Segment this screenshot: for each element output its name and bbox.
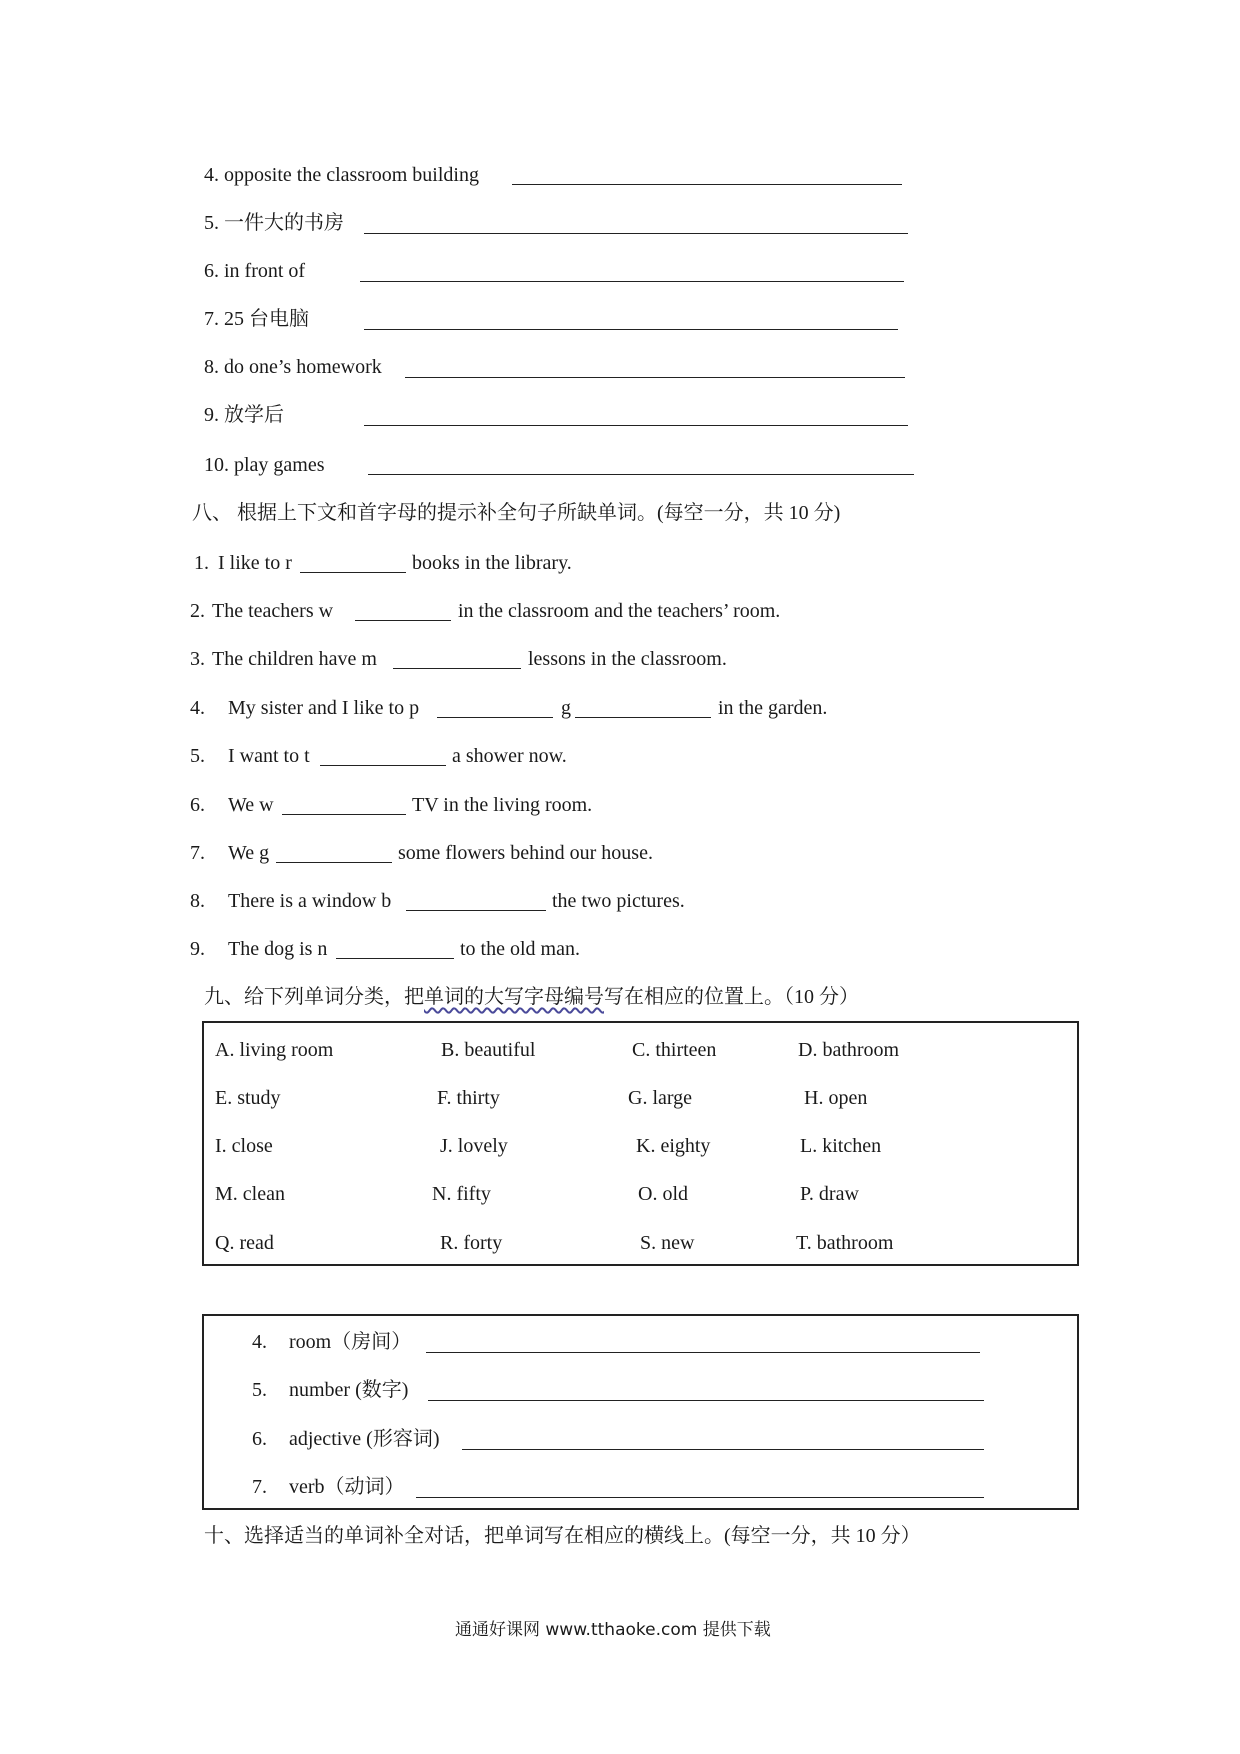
section-10-heading: 十、选择适当的单词补全对话，把单词写在相应的横线上。(每空一分，共 10 分） xyxy=(204,1525,921,1547)
word-option: R. forty xyxy=(440,1232,503,1254)
answer-blank[interactable] xyxy=(512,184,902,185)
sentence-start: We g xyxy=(228,842,270,864)
word-option: T. bathroom xyxy=(796,1232,894,1254)
item-number: 2. xyxy=(190,600,205,622)
category-label: room（房间） xyxy=(289,1331,412,1353)
item-number: 4. xyxy=(190,697,205,719)
answer-blank[interactable] xyxy=(336,958,454,959)
answer-blank[interactable] xyxy=(437,717,553,718)
phrase-8: 8. do one’s homework xyxy=(204,356,382,378)
word-option: K. eighty xyxy=(636,1135,711,1157)
category-number: 5. xyxy=(252,1379,267,1401)
answer-blank[interactable] xyxy=(276,862,392,863)
category-number: 7. xyxy=(252,1476,267,1498)
category-box xyxy=(202,1314,1079,1510)
phrase-5: 5. 一件大的书房 xyxy=(204,212,344,234)
phrase-4: 4. opposite the classroom building xyxy=(204,164,479,186)
word-option: M. clean xyxy=(215,1183,285,1205)
word-option: C. thirteen xyxy=(632,1039,717,1061)
word-option: A. living room xyxy=(215,1039,334,1061)
answer-blank[interactable] xyxy=(364,425,908,426)
answer-blank[interactable] xyxy=(320,765,446,766)
sentence-end: to the old man. xyxy=(460,938,580,960)
word-option: G. large xyxy=(628,1087,693,1109)
word-bank-box xyxy=(202,1021,1079,1266)
answer-blank[interactable] xyxy=(360,281,904,282)
answer-blank[interactable] xyxy=(428,1400,984,1401)
category-number: 6. xyxy=(252,1428,267,1450)
word-option: F. thirty xyxy=(437,1087,500,1109)
sentence-end: some flowers behind our house. xyxy=(398,842,653,864)
answer-blank[interactable] xyxy=(364,233,908,234)
category-number: 4. xyxy=(252,1331,267,1353)
sentence-start: The teachers w xyxy=(212,600,334,622)
answer-blank[interactable] xyxy=(462,1449,984,1450)
sentence-end: books in the library. xyxy=(412,552,572,574)
item-number: 7. xyxy=(190,842,205,864)
word-option: N. fifty xyxy=(432,1183,491,1205)
phrase-10: 10. play games xyxy=(204,454,325,476)
sentence-end: lessons in the classroom. xyxy=(528,648,727,670)
heading-text: 写在相应的位置上。（10 分） xyxy=(604,986,859,1008)
section-8-heading: 八、 根据上下文和首字母的提示补全句子所缺单词。(每空一分，共 10 分) xyxy=(192,502,841,524)
heading-emphasis: 单词的大写字母编号 xyxy=(424,986,604,1008)
sentence-start: I want to t xyxy=(228,745,310,767)
phrase-7: 7. 25 台电脑 xyxy=(204,308,309,330)
sentence-start: The children have m xyxy=(212,648,377,670)
sentence-end: a shower now. xyxy=(452,745,567,767)
category-label: adjective (形容词) xyxy=(289,1428,440,1450)
word-option: B. beautiful xyxy=(441,1039,536,1061)
page-footer: 通通好课网 www.tthaoke.com 提供下载 xyxy=(455,1620,771,1640)
answer-blank[interactable] xyxy=(405,377,905,378)
word-option: P. draw xyxy=(800,1183,859,1205)
item-number: 5. xyxy=(190,745,205,767)
sentence-end: the two pictures. xyxy=(552,890,685,912)
answer-blank[interactable] xyxy=(426,1352,980,1353)
answer-blank[interactable] xyxy=(416,1497,984,1498)
item-number: 6. xyxy=(190,794,205,816)
answer-blank[interactable] xyxy=(300,572,406,573)
answer-blank[interactable] xyxy=(355,620,451,621)
sentence-start: There is a window b xyxy=(228,890,392,912)
answer-blank[interactable] xyxy=(575,717,711,718)
item-number: 9. xyxy=(190,938,205,960)
sentence-end: in the classroom and the teachers’ room. xyxy=(458,600,781,622)
phrase-6: 6. in front of xyxy=(204,260,306,282)
item-number: 3. xyxy=(190,648,205,670)
section-9-heading xyxy=(204,985,859,1009)
answer-blank[interactable] xyxy=(393,668,521,669)
category-label: number (数字) xyxy=(289,1379,409,1401)
item-number: 8. xyxy=(190,890,205,912)
item-number: 1. xyxy=(194,552,209,574)
word-option: I. close xyxy=(215,1135,273,1157)
word-option: Q. read xyxy=(215,1232,274,1254)
answer-blank[interactable] xyxy=(368,474,914,475)
word-option: E. study xyxy=(215,1087,281,1109)
sentence-start: We w xyxy=(228,794,274,816)
sentence-start: My sister and I like to p xyxy=(228,697,420,719)
sentence-end: in the garden. xyxy=(718,697,828,719)
word-option: H. open xyxy=(804,1087,868,1109)
sentence-end: TV in the living room. xyxy=(412,794,593,816)
category-label: verb（动词） xyxy=(289,1476,405,1498)
heading-text: 九、给下列单词分类，把 xyxy=(204,986,424,1008)
sentence-mid: g xyxy=(561,697,571,719)
phrase-9: 9. 放学后 xyxy=(204,404,284,426)
word-option: S. new xyxy=(640,1232,695,1254)
answer-blank[interactable] xyxy=(406,910,546,911)
sentence-start: I like to r xyxy=(218,552,292,574)
word-option: L. kitchen xyxy=(800,1135,882,1157)
answer-blank[interactable] xyxy=(282,814,406,815)
word-option: D. bathroom xyxy=(798,1039,900,1061)
sentence-start: The dog is n xyxy=(228,938,328,960)
word-option: J. lovely xyxy=(440,1135,508,1157)
word-option: O. old xyxy=(638,1183,688,1205)
answer-blank[interactable] xyxy=(364,329,898,330)
